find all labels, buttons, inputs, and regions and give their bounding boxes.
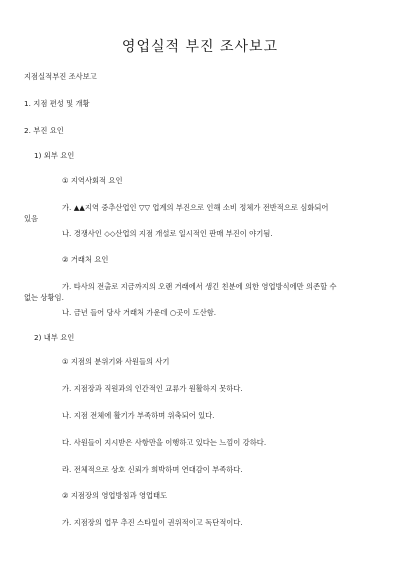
subsection-heading-external: 1) 외부 요인 [34,151,75,160]
section-heading-overview: 1. 지점 편성 및 개황 [24,99,90,108]
document-title: 영업실적 부진 조사보고 [121,39,279,55]
paragraph-line: 나. 지점 전체에 활기가 부족하며 위축되어 있다. [62,411,215,420]
paragraph-line: 가. 지점장의 업무 추진 스타일이 권위적이고 독단적이다. [62,518,243,527]
document-subtitle: 지점실적부진 조사보고 [24,72,97,81]
paragraph-line: 가. 타사의 전출로 지금까지의 오랜 거래에서 생긴 친분에 의한 영업방식에만 의존할 수 [62,282,337,291]
paragraph-line: 라. 전체적으로 상호 신뢰가 희박하며 연대감이 부족하다. [62,465,243,474]
paragraph-line: 가. ▲▲지역 중추산업인 ▽▽ 업계의 부진으로 인해 소비 정체가 전반적으로 심화되어 [62,203,329,212]
factor-heading-manager-policy: ② 지점장의 영업방침과 영업태도 [62,491,168,500]
factor-heading-clients: ② 거래처 요인 [62,255,109,264]
paragraph-line: 다. 사원들이 지시받은 사항만을 이행하고 있다는 느낌이 강하다. [62,438,267,447]
paragraph-line: 나. 경쟁사인 ◇◇산업의 지점 개설로 일시적인 판매 부진이 야기됨. [62,229,273,238]
factor-heading-regional: ① 지역사회적 요인 [62,176,123,185]
subsection-heading-internal: 2) 내부 요인 [34,333,75,342]
paragraph-line: 가. 지점장과 직원과의 인간적인 교류가 원활하지 못하다. [62,384,243,393]
paragraph-line: 나. 금년 들어 당사 거래처 가운데 ○곳이 도산함. [62,308,217,317]
section-heading-causes: 2. 부진 요인 [24,126,64,135]
paragraph-line: 없는 상황임. [24,293,64,302]
paragraph-line: 있음 [24,214,39,223]
factor-heading-morale: ① 지점의 분위기와 사원들의 사기 [62,357,170,366]
